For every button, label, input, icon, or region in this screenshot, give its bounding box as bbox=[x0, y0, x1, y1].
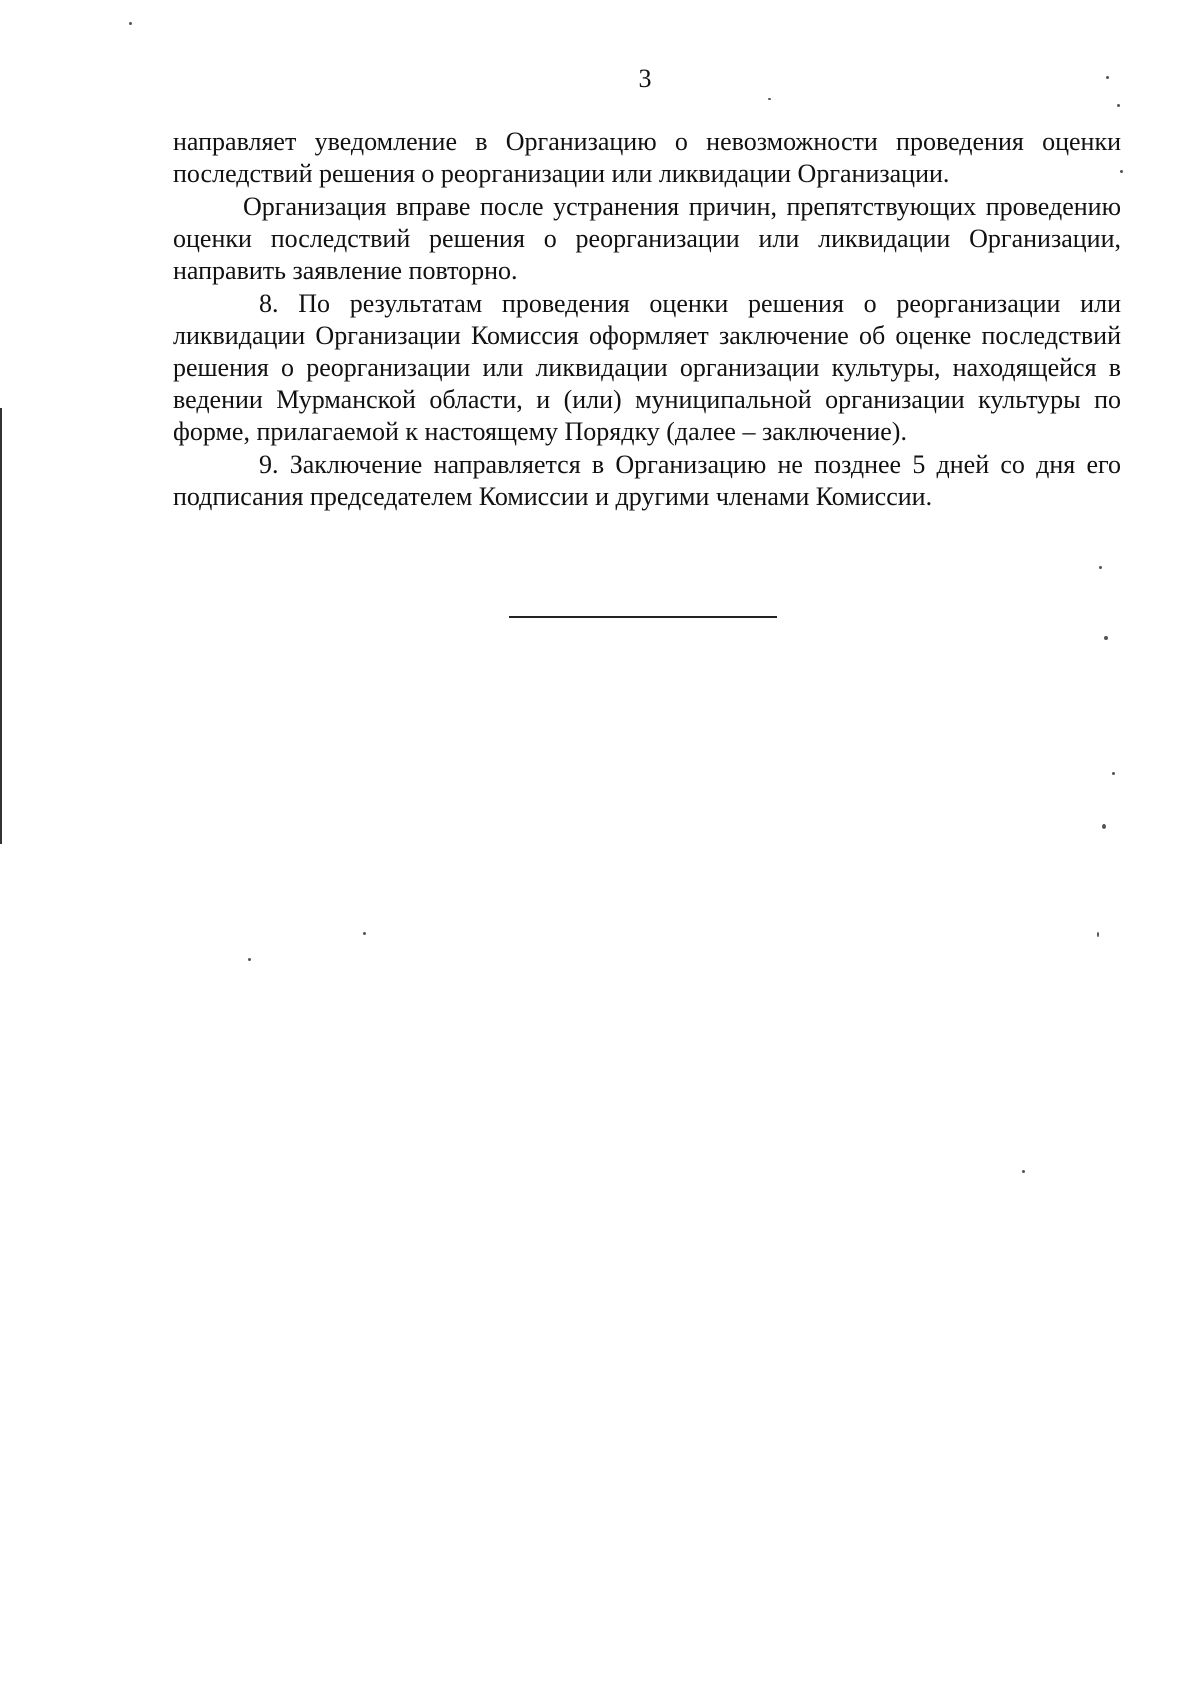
paragraph-item-8: 8. По результатам проведения оценки решения о реорганизации или ликвидации Организации Комиссия оформляет заключение об оценке последствий решения о реорганизации или ликвидации организации культуры, находящейся в ведении Мурманской области, и (или) муниципальной организации культуры по форме, прилагаемой к настоящему Порядку (далее – заключение). bbox=[173, 289, 1121, 446]
scan-speck bbox=[129, 22, 132, 25]
end-separator-line bbox=[509, 616, 777, 618]
scan-speck bbox=[248, 958, 251, 961]
page-number: 3 bbox=[638, 64, 652, 93]
paragraph-continuation: направляет уведомление в Организацию о невозможности проведения оценки последствий решения о реорганизации или ликвидации Организации. bbox=[173, 127, 1121, 188]
scan-speck bbox=[1112, 772, 1115, 775]
scan-speck bbox=[363, 932, 366, 935]
scan-speck bbox=[1022, 1170, 1025, 1173]
scan-speck bbox=[1104, 636, 1108, 640]
scan-speck bbox=[768, 98, 771, 100]
paragraph-resubmission: Организация вправе после устранения причин, препятствующих проведению оценки последствий решения о реорганизации или ликвидации Организации, направить заявление повторно. bbox=[173, 192, 1121, 285]
scan-speck bbox=[1099, 566, 1102, 569]
scan-speck bbox=[1097, 932, 1099, 937]
scan-speck bbox=[1117, 104, 1120, 107]
scan-edge-mark bbox=[0, 408, 2, 844]
body-text bbox=[173, 126, 1121, 513]
paragraph-item-9: 9. Заключение направляется в Организацию не позднее 5 дней со дня его подписания председателем Комиссии и другими членами Комиссии. bbox=[173, 450, 1121, 511]
scan-speck bbox=[1102, 824, 1106, 829]
